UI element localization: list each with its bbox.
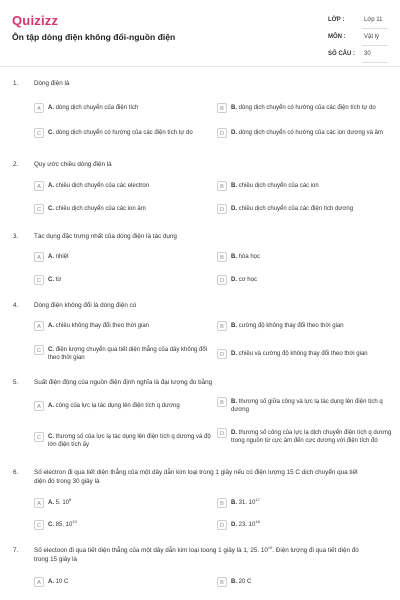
option-text: cường độ không thay đổi theo thời gian <box>238 323 344 329</box>
worksheet-header <box>0 0 400 66</box>
option-text: chiều dịch chuyển của các electron <box>55 183 150 189</box>
meta-underline <box>362 28 388 29</box>
exponent: 16 <box>255 519 260 524</box>
meta-key: LỚP : <box>328 17 345 23</box>
option-text: 85. 10 <box>55 522 73 528</box>
option-prefix: D. <box>231 277 237 283</box>
option-prefix: A. <box>48 323 54 329</box>
option-letter-badge: B <box>217 321 227 331</box>
option-text: cơ học <box>238 277 257 283</box>
question-number: 4. <box>13 302 19 309</box>
question-number: 1. <box>13 80 19 87</box>
meta-row-class <box>328 14 388 31</box>
option-text: 31. 10 <box>238 500 256 506</box>
option-prefix: B. <box>231 105 237 111</box>
meta-underline <box>362 45 388 46</box>
option-text: chiều không thay đổi theo thời gian <box>55 323 150 329</box>
question-text-part: Số electoon đi qua tiết diện thẳng của một dây dẫn kim loại toong 1 giây là 1, 25. 10 <box>34 547 268 554</box>
option-text: từ <box>55 277 62 283</box>
question-text: Số electron đi qua tiết diện thẳng của một dây dẫn kim loại trong 1 giây nếu có điện lượng 15 C dịch chuyển qua tiết diện đó trong 30 giây là <box>34 469 358 485</box>
option-prefix: C. <box>48 206 54 212</box>
option-prefix: A. <box>48 183 54 189</box>
option-text: nhiệt <box>55 254 69 260</box>
option-text: điện lượng chuyển qua tiết diện thẳng của dây không đổi theo thời gian <box>48 347 208 361</box>
option-text: thương số của lực lạ tác dụng lên điện tích q dương và độ lớn điện tích ấy <box>48 434 211 448</box>
meta-key: MÔN : <box>328 34 346 40</box>
question-text: Tác dụng đặc trưng nhất của dòng điện là tác dụng <box>34 233 177 240</box>
option-text: dòng dịch chuyển có hướng của các điện tích tự do <box>55 130 193 136</box>
question-text: Dòng điện là <box>34 80 70 87</box>
option-letter-badge: B <box>217 498 227 508</box>
option-prefix: A. <box>48 403 54 409</box>
meta-row-subject <box>328 31 388 48</box>
question-text: Dòng điện không đổi là dòng điện có <box>34 302 137 309</box>
option-prefix: D. <box>231 130 237 136</box>
option-prefix: A. <box>48 254 54 260</box>
option-letter-badge: C <box>34 128 44 138</box>
option-letter-badge: C <box>34 520 44 530</box>
option-prefix: B. <box>231 399 237 405</box>
option-text: thương số giữa công và lực lạ tác dụng lên điện tích q dương <box>231 399 383 413</box>
option-text: chiều dịch chuyển của các ion <box>238 183 319 189</box>
option-text: dòng dịch chuyển có hướng của các điện tích tự do <box>238 105 376 111</box>
question-number: 5. <box>13 379 19 386</box>
meta-row-count <box>328 48 388 65</box>
option-text: dòng dịch chuyển có hướng của các ion dương và âm <box>238 130 383 136</box>
question-number: 3. <box>13 233 19 240</box>
meta-key: SỐ CÂU : <box>328 51 355 57</box>
meta-underline <box>362 62 388 63</box>
option-letter-badge: A <box>34 401 44 411</box>
option-letter-badge: A <box>34 181 44 191</box>
meta-panel <box>328 14 388 65</box>
option-prefix: B. <box>231 579 237 585</box>
question-number: 6. <box>13 469 19 476</box>
option-prefix: B. <box>231 500 237 506</box>
option-letter-badge: D <box>217 349 227 359</box>
option-letter-badge: B <box>217 397 227 407</box>
option-prefix: A. <box>48 500 54 506</box>
option-prefix: D. <box>231 351 237 357</box>
question-text <box>34 544 364 564</box>
option-text: công của lực lạ tác dụng lên điện tích q dương <box>55 403 180 409</box>
option-letter-badge: B <box>217 577 227 587</box>
option-text: dòng dịch chuyển của điện tích <box>55 105 139 111</box>
option-letter-badge: A <box>34 321 44 331</box>
quizizz-logo: Quizizz <box>12 13 59 28</box>
question-number: 7. <box>13 547 19 554</box>
option-prefix: C. <box>48 130 54 136</box>
option-letter-badge: A <box>34 577 44 587</box>
exponent: 19 <box>267 544 273 550</box>
meta-value: Vật lý <box>364 34 380 40</box>
option-prefix: C. <box>48 434 54 440</box>
option-prefix: D. <box>231 522 237 528</box>
option-prefix: D. <box>231 206 237 212</box>
option-prefix: C. <box>48 277 54 283</box>
question-number: 2. <box>13 161 19 168</box>
exponent: 17 <box>255 497 260 502</box>
option-letter-badge: C <box>34 275 44 285</box>
option-text: thương số công của lực lạ dịch chuyển điện tích q dương trong nguồn từ cực âm đến cực dương với điện tích đó <box>231 430 392 444</box>
option-prefix: C. <box>48 522 54 528</box>
exponent: 10 <box>72 519 77 524</box>
meta-value: Lớp 11 <box>364 17 383 23</box>
option-prefix: D. <box>231 430 237 436</box>
option-prefix: B. <box>231 254 237 260</box>
option-letter-badge: D <box>217 204 227 214</box>
option-prefix: B. <box>231 323 237 329</box>
option-letter-badge: C <box>34 204 44 214</box>
option-letter-badge: C <box>34 345 44 355</box>
question-text: Suất điện động của nguồn điện định nghĩa là đại lượng đo bằng <box>34 379 213 386</box>
option-text: chiều dịch chuyển của các ion âm <box>55 206 146 212</box>
option-prefix: A. <box>48 105 54 111</box>
option-letter-badge: B <box>217 181 227 191</box>
page-title: Ôn tập dòng điện không đổi-nguồn điện <box>12 32 176 42</box>
option-prefix: B. <box>231 183 237 189</box>
option-text: 20 C <box>238 579 252 585</box>
option-letter-badge: A <box>34 252 44 262</box>
question-text: Quy ước chiều dòng điện là <box>34 161 112 168</box>
exponent: 8 <box>69 497 72 502</box>
option-prefix: C. <box>48 347 54 353</box>
option-letter-badge: C <box>34 432 44 442</box>
question-text-part: . Điện lượng đi qua tiết diện đó trong 15 giây là <box>34 547 359 563</box>
option-text: 23. 10 <box>238 522 256 528</box>
option-text: chiều dịch chuyển của các điện tích dương <box>238 206 354 212</box>
option-letter-badge: D <box>217 428 227 438</box>
option-letter-badge: B <box>217 103 227 113</box>
option-letter-badge: A <box>34 498 44 508</box>
option-letter-badge: B <box>217 252 227 262</box>
option-prefix: A. <box>48 579 54 585</box>
header-divider <box>0 66 400 67</box>
option-letter-badge: A <box>34 103 44 113</box>
option-letter-badge: D <box>217 275 227 285</box>
option-letter-badge: D <box>217 520 227 530</box>
option-text: chiều và cường độ không thay đổi theo thời gian <box>238 351 368 357</box>
option-text: hóa học <box>238 254 261 260</box>
meta-value: 30 <box>364 51 371 57</box>
option-text: 10 C <box>55 579 69 585</box>
option-letter-badge: D <box>217 128 227 138</box>
option-text: 5. 10 <box>55 500 70 506</box>
